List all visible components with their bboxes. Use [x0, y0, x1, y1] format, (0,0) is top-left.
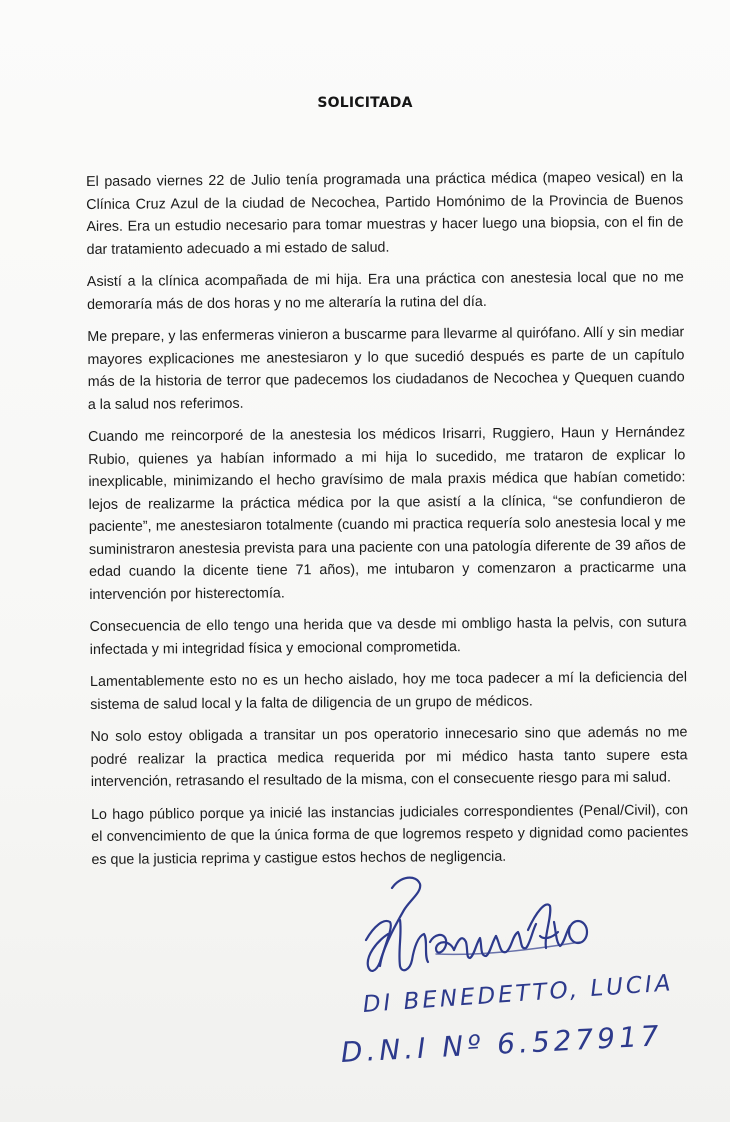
paragraph-2: Asistí a la clínica acompañada de mi hija. Era una práctica con anestesia local que no me demoraría más de dos horas y no me alteraría la rutina del día. — [86, 269, 684, 313]
paragraph-1: El pasado viernes 22 de Julio tenía programada una práctica médica (mapeo vesical) en la Clínica Cruz Azul de la ciudad de Necochea, Partido Homónimo de la Provincia de Buenos Aires. Era un estudio necesario para tomar muestras y hacer luego una biopsia, con el fin de dar tratamiento adecuado a mi estado de salud. — [86, 169, 684, 258]
paragraph-4: Cuando me reincorporé de la anestesia los médicos Irisarri, Ruggiero, Haun y Hernández Rubio, quienes ya habían informado a mi hija lo sucedido, me trataron de explicar lo inexplicable, minimizando el hecho gravísimo de mala praxis médica que habían cometido: lejos de realizarme la práctica médica por la que asistí a la clínica, “se confundieron de paciente”, me anestesiaron totalmente (cuando mi practica requería solo anestesia local y me suministraron anestesia prevista para una paciente con una patología diferente de 39 años de edad cuando la dicente tiene 71 años), me intubaron y comenzaron a practicarme una intervención por histerectomía. — [88, 424, 687, 603]
document-title: SOLICITADA — [317, 95, 413, 111]
paragraph-8: Lo hago público porque ya inicié las instancias judiciales correspondientes (Penal/Civil), con el convencimiento de que la única forma de que logremos respeto y dignidad como pacientes es que la justicia reprima y castigue estos hechos de negligencia. — [90, 801, 689, 868]
signature-dni: D.N.I Nº 6.527917 — [340, 1019, 664, 1069]
signature-block — [340, 870, 680, 1110]
paragraph-6: Lamentablemente esto no es un hecho aislado, hoy me toca padecer a mí la deficiencia del sistema de salud local y la falta de diligencia de un grupo de médicos. — [89, 669, 688, 713]
handwritten-signature — [340, 870, 600, 990]
document-body — [86, 166, 689, 881]
signature-name: DI BENEDETTO, LUCIA — [362, 970, 675, 1018]
paragraph-5: Consecuencia de ello tengo una herida que va desde mi ombligo hasta la pelvis, con sutura infectada y mi integridad física y emocional comprometida. — [89, 614, 687, 658]
paragraph-7: No solo estoy obligada a transitar un pos operatorio innecesario sino que además no me podré realizar la practica medica requerida por mi médico hasta tanto supere esta intervención, retrasando el resultado de la misma, con el consecuente riesgo para mi salud. — [90, 724, 688, 790]
paragraph-3: Me prepare, y las enfermeras vinieron a buscarme para llevarme al quirófano. Allí y sin mediar mayores explicaciones me anestesiaron y lo que sucedió después es parte de un capítulo más de la historia de terror que padecemos los ciudadanos de Necochea y Quequen cuando a la salud nos referimos. — [87, 324, 685, 413]
